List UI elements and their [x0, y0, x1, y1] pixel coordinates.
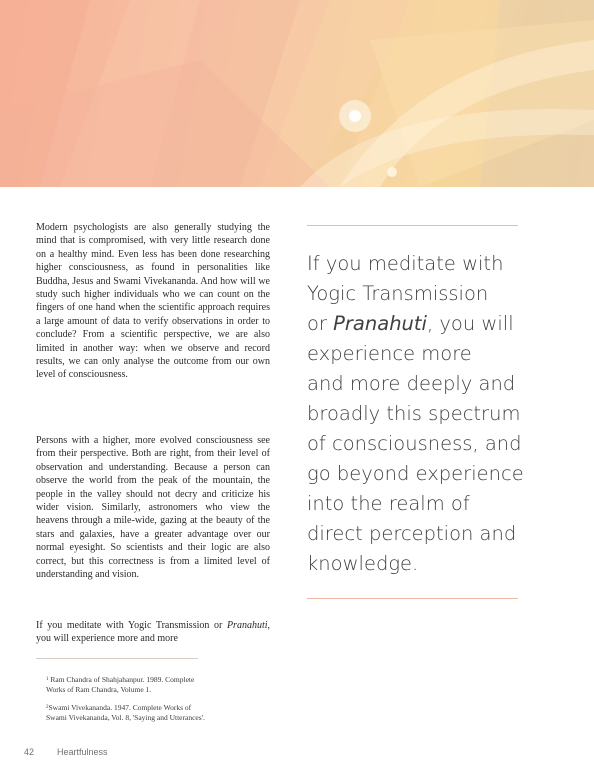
abstract-light-rays-graphic: [0, 0, 594, 187]
pullquote-top-rule: [307, 225, 518, 226]
footnote-1: $^1$ Ram Chandra of Shahjahanpur. 1989. Complete Works of Ram Chandra, Volume 1.: [46, 675, 195, 694]
pullquote-bottom-rule: [307, 598, 518, 599]
hero-banner-image: [0, 0, 594, 187]
body-paragraph-3: If you meditate with Yogic Transmission or Pranahuti, you will experience more and more: [36, 620, 270, 645]
page-footer: [24, 747, 108, 757]
pullquote: If you meditate with Yogic Transmission or Pranahuti, you will experience more and more deeply and broadly this spectrum of consciousness, and go beyond experience into the realm of direct perception and knowledge.: [307, 252, 524, 575]
footnote-divider: [36, 658, 198, 659]
pranahuti-term: Pranahuti: [333, 312, 427, 335]
footnote-2: $^2$Swami Vivekananda. 1947. Complete Works of Swami Vivekananda, Vol. 8, 'Saying and Utterances'.: [46, 703, 205, 722]
page-number: 42: [24, 747, 35, 757]
body-paragraph-1: Modern psychologists are also generally studying the mind that is compromised, with very little research done on a healthy mind. Even less has been done researching higher consciousness, as found in personalities like Buddha, Jesus and Swami Vivekananda. And how will we study such higher individuals who we can count on the fingers of one hand when the scientific approach requires a large amount of data to verify observations in order to conclude? From a scientific perspective, we are also limited in another way: when we observe and record results, we can only analyse the outcome from our own level of consciousness.: [36, 222, 270, 381]
body-paragraph-2: Persons with a higher, more evolved consciousness see from their perspective. Both are right, from their level of observation and understanding. Because a person can observe the world from the peak of the mountain, the people in the valley should not decry and criticize his wider vision. Similarly, astronomers who view the heavens through a mile-wide, gazing at the beauty of the stars and galaxies, have a greater advantage over our normal eyesight. So scientists and their logic are also correct, but this correctness is from a limited level of understanding and vision.: [36, 435, 270, 581]
publication-title: Heartfulness: [57, 747, 108, 757]
pranahuti-term: Pranahuti: [226, 620, 268, 631]
